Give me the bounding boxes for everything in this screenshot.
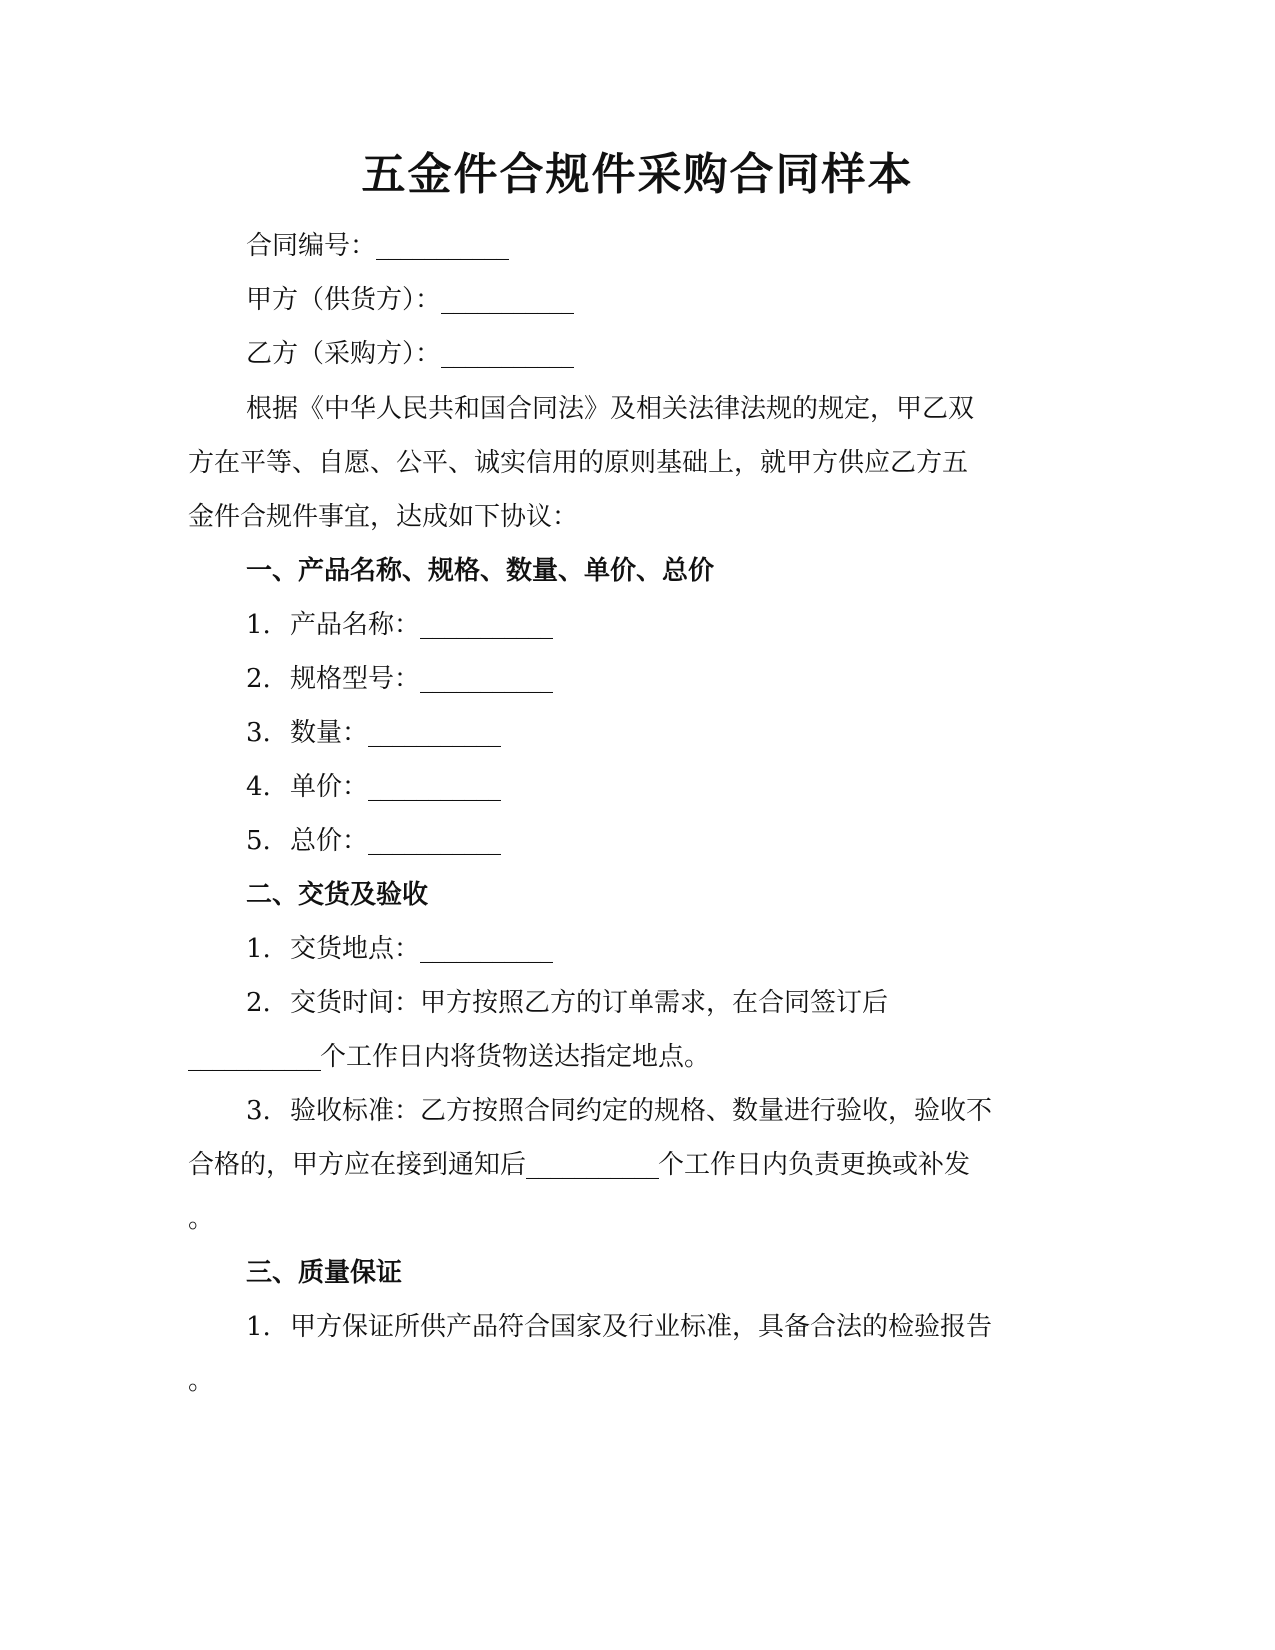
s1-item-2-blank: ___________ (420, 664, 553, 694)
section-1-heading: 一、产品名称、规格、数量、单价、总价 (246, 556, 715, 586)
s2-item-3-blank: ___________ (526, 1150, 659, 1180)
s3-item-1 (0, 1307, 1275, 1347)
s3-item-1-text: 甲方保证所供产品符合国家及行业标准，具备合法的检验报告 (290, 1312, 993, 1342)
s2-item-3-line-3: 。 (188, 1204, 215, 1234)
section-3-heading: 三、质量保证 (246, 1258, 403, 1288)
s1-item-1 (0, 605, 1275, 645)
preamble-line-2: 方在平等、自愿、公平、诚实信用的原则基础上，就甲方供应乙方五 (188, 448, 969, 478)
s1-item-4-blank: ___________ (368, 772, 501, 802)
section-2-heading: 二、交货及验收 (246, 880, 429, 910)
s1-item-3-blank: ___________ (368, 718, 501, 748)
s2-item-3-l2b: 个工作日内负责更换或补发 (658, 1150, 971, 1180)
s2-item-1 (0, 929, 1275, 969)
s1-item-3-label: 数量： (290, 718, 369, 748)
s2-item-1-label: 交货地点： (290, 934, 421, 964)
contract-number-blank: ___________ (376, 231, 509, 261)
document-title: 五金件合规件采购合同样本 (361, 149, 914, 200)
s2-item-2-number: 2. (246, 988, 271, 1018)
s3-item-1-line-2: 。 (188, 1366, 215, 1396)
party-b-blank: ___________ (441, 339, 574, 369)
s2-item-3-line-2 (0, 1145, 1275, 1185)
party-a-line (0, 280, 1275, 320)
party-a-blank: ___________ (441, 285, 574, 315)
s2-item-3-number: 3. (246, 1096, 271, 1126)
s2-item-1-blank: ___________ (420, 934, 553, 964)
s2-item-2 (0, 983, 1275, 1023)
s2-item-1-number: 1. (246, 934, 271, 964)
preamble-line-3: 金件合规件事宜，达成如下协议： (188, 502, 579, 532)
s1-item-3 (0, 713, 1275, 753)
s1-item-3-number: 3. (246, 718, 271, 748)
s1-item-2-number: 2. (246, 664, 271, 694)
s1-item-1-number: 1. (246, 610, 271, 640)
s1-item-5-number: 5. (246, 826, 271, 856)
party-a-label: 甲方（供货方）： (246, 285, 442, 315)
s2-item-2-text: 交货时间：甲方按照乙方的订单需求，在合同签订后 (290, 988, 889, 1018)
s1-item-4-number: 4. (246, 772, 271, 802)
preamble-line-1: 根据《中华人民共和国合同法》及相关法律法规的规定，甲乙双 (246, 394, 975, 424)
s1-item-5-label: 总价： (290, 826, 369, 856)
s1-item-4-label: 单价： (290, 772, 369, 802)
s2-item-2-continuation (0, 1037, 1275, 1077)
s2-item-3-l2a: 合格的，甲方应在接到通知后 (188, 1150, 527, 1180)
contract-number-line (0, 226, 1275, 266)
party-b-line (0, 334, 1275, 374)
s1-item-2 (0, 659, 1275, 699)
s3-item-1-number: 1. (246, 1312, 271, 1342)
s1-item-1-label: 产品名称： (290, 610, 421, 640)
s1-item-1-blank: ___________ (420, 610, 553, 640)
s2-item-2-cont-text: 个工作日内将货物送达指定地点。 (320, 1042, 711, 1072)
s1-item-4 (0, 767, 1275, 807)
s1-item-5 (0, 821, 1275, 861)
s1-item-5-blank: ___________ (368, 826, 501, 856)
s2-item-3-text: 验收标准：乙方按照合同约定的规格、数量进行验收，验收不 (290, 1096, 993, 1126)
contract-number-label: 合同编号： (246, 231, 377, 261)
s2-item-3 (0, 1091, 1275, 1131)
s2-item-2-blank: ___________ (188, 1042, 320, 1072)
party-b-label: 乙方（采购方）： (246, 339, 442, 369)
s1-item-2-label: 规格型号： (290, 664, 421, 694)
